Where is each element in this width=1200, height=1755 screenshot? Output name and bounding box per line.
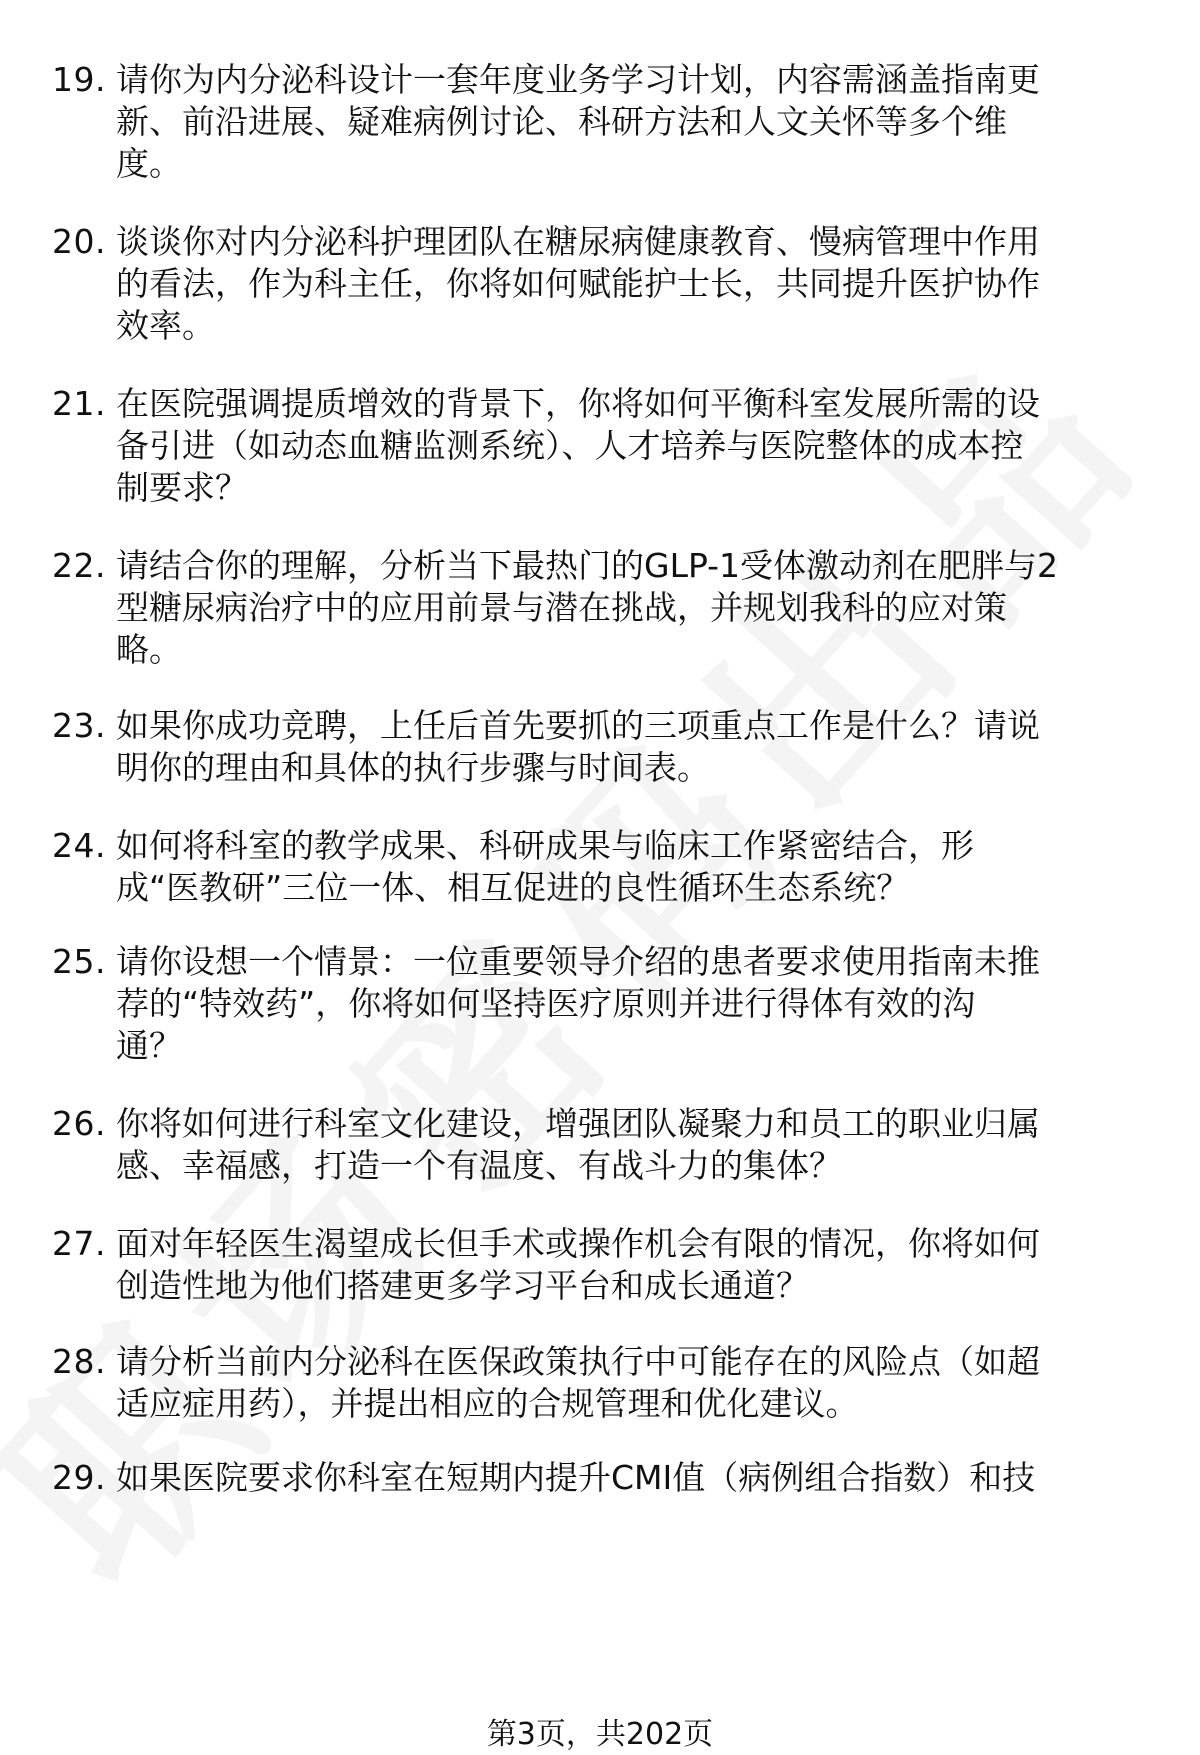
question-text-line: 明你的理由和具体的执行步骤与时间表。 <box>116 748 710 787</box>
question-text-line: 如何将科室的教学成果、科研成果与临床工作紧密结合，形 <box>116 826 974 865</box>
question-text-line: 面对年轻医生渴望成长但手术或操作机会有限的情况，你将如何 <box>116 1224 1040 1263</box>
question-text-line: 请你为内分泌科设计一套年度业务学习计划，内容需涵盖指南更 <box>116 60 1040 99</box>
question-text-line: 型糖尿病治疗中的应用前景与潜在挑战，并规划我科的应对策 <box>116 588 1007 627</box>
question-text-line: 如果医院要求你科室在短期内提升CMI值（病例组合指数）和技 <box>116 1458 1036 1497</box>
question-number: 29. <box>52 1458 106 1497</box>
question-number: 28. <box>52 1342 106 1381</box>
question-text-line: 荐的“特效药”，你将如何坚持医疗原则并进行得体有效的沟 <box>116 984 976 1023</box>
question-text-line: 通？ <box>116 1026 182 1065</box>
question-number: 21. <box>52 384 106 423</box>
question-number: 24. <box>52 826 106 865</box>
question-text-line: 在医院强调提质增效的背景下，你将如何平衡科室发展所需的设 <box>116 384 1040 423</box>
question-text-line: 制要求？ <box>116 468 248 507</box>
question-text-line: 你将如何进行科室文化建设，增强团队凝聚力和员工的职业归属 <box>116 1104 1040 1143</box>
question-text-line: 如果你成功竞聘，上任后首先要抓的三项重点工作是什么？请说 <box>116 706 1040 745</box>
question-number: 25. <box>52 942 106 981</box>
question-text-line: 备引进（如动态血糖监测系统）、人才培养与医院整体的成本控 <box>116 426 1024 465</box>
question-text-line: 创造性地为他们搭建更多学习平台和成长通道？ <box>116 1266 809 1305</box>
question-text-line: 感、幸福感，打造一个有温度、有战斗力的集体？ <box>116 1146 842 1185</box>
question-text-line: 请你设想一个情景：一位重要领导介绍的患者要求使用指南未推 <box>116 942 1040 981</box>
question-text-line: 适应症用药），并提出相应的合规管理和优化建议。 <box>116 1384 859 1423</box>
page-number-footer: 第3页，共202页 <box>486 1717 714 1752</box>
question-number: 19. <box>52 60 106 99</box>
question-text-line: 度。 <box>116 144 182 183</box>
question-text-line: 成“医教研”三位一体、相互促进的良性循环生态系统？ <box>116 868 910 907</box>
question-number: 23. <box>52 706 106 745</box>
question-text-line: 效率。 <box>116 306 215 345</box>
question-text-line: 新、前沿进展、疑难病例讨论、科研方法和人文关怀等多个维 <box>116 102 1007 141</box>
question-number: 26. <box>52 1104 106 1143</box>
question-number: 22. <box>52 546 106 585</box>
question-text-line: 略。 <box>116 630 182 669</box>
question-text-line: 谈谈你对内分泌科护理团队在糖尿病健康教育、慢病管理中作用 <box>116 222 1040 261</box>
question-text-line: 请结合你的理解，分析当下最热门的GLP-1受体激动剂在肥胖与2 <box>116 546 1059 585</box>
question-text-line: 的看法，作为科主任，你将如何赋能护士长，共同提升医护协作 <box>116 264 1040 303</box>
question-number: 27. <box>52 1224 106 1263</box>
question-text-line: 请分析当前内分泌科在医保政策执行中可能存在的风险点（如超 <box>116 1342 1040 1381</box>
question-number: 20. <box>52 222 106 261</box>
